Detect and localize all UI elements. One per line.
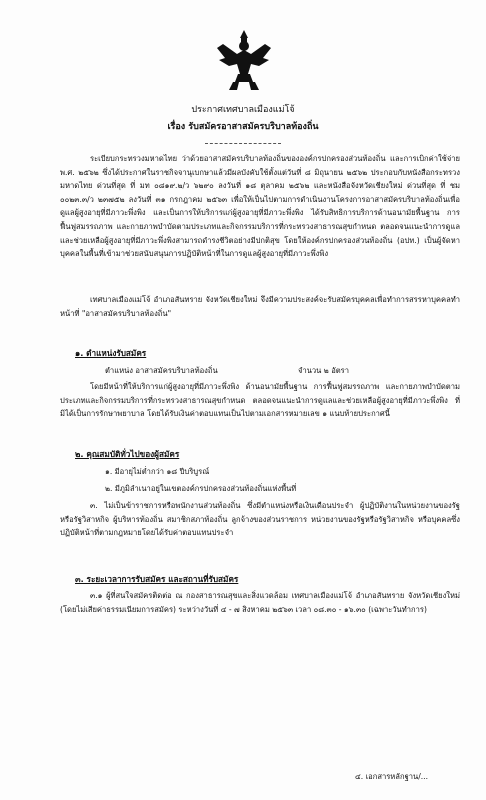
section-3-heading: ๓. ระยะเวลาการรับสมัคร และสถานที่รับสมัคร	[75, 574, 239, 584]
position-label: ตำแหน่ง อาสาสมัครบริบาลท้องถิ่น	[105, 366, 218, 375]
garuda-emblem-icon	[215, 30, 273, 92]
application-period: ๓.๑ ผู้ที่สนใจสมัครติดต่อ ณ กองสาธารณสุขและสิ่งแวดล้อม เทศบาลเมืองแม่โจ้ อำเภอสันทราย จังหวัดเชียงใหม่ (โดยไม่เสียค่าธรรมเนียมการสมัคร) ระหว่างวันที่ ๔ - ๗ สิงหาคม ๒๕๖๓ เวลา ๐๘.๓๐ - ๑๖.๓๐ (เฉพาะวันทำการ)	[60, 591, 460, 614]
continued-marker: ๔. เอกสารหลักฐาน/...	[355, 772, 429, 781]
announcement-title: ประกาศเทศบาลเมืองแม่โจ้	[191, 105, 295, 115]
qualification-item: ๓. ไม่เป็นข้าราชการหรือพนักงานส่วนท้องถิ่น ซึ่งมีตำแหน่งหรือเงินเดือนประจำ ผู้ปฏิบัติงานในหน่วยงานของรัฐ หรือรัฐวิสาหกิจ ผู้บริหารท้องถิ่น สมาชิกสภาท้องถิ่น ลูกจ้างของส่วนราชการ หน่วยงานของรัฐหรือรัฐวิสาหกิจ หรือบุคคลซึ่งปฏิบัติหน้าที่ตามกฎหมายโดยได้รับค่าตอบแทนประจำ	[60, 501, 460, 538]
qualification-item: ๒. มีภูมิลำเนาอยู่ในเขตองค์กรปกครองส่วนท้องถิ่นแห่งพื้นที่	[105, 484, 297, 493]
position-count: จำนวน ๒ อัตรา	[298, 366, 350, 375]
announcement-subject: เรื่อง รับสมัครอาสาสมัครบริบาลท้องถิ่น	[167, 122, 319, 132]
separator-line	[205, 143, 281, 144]
qualification-item: ๑. มีอายุไม่ต่ำกว่า ๑๘ ปีบริบูรณ์	[105, 467, 210, 476]
position-duty: โดยมีหน้าที่ให้บริการแก่ผู้สูงอายุที่มีภาวะพึ่งพิง ด้านอนามัยพื้นฐาน การฟื้นฟูสมรรถภาพ และกายภาพบำบัดตามประเภทและกิจกรรมบริการที่กระทรวงสาธารณสุขกำหนด ตลอดจนแนะนำการดูแลและช่วยเหลือผู้สูงอายุที่มีภาวะพึ่งพิง ที่มิได้เป็นการรักษาพยาบาล โดยได้รับเงินค่าตอบแทนเป็นไปตามเอกสารหมายเลข ๑ แนบท้ายประกาศนี้	[60, 382, 460, 419]
intro-paragraph-2: เทศบาลเมืองแม่โจ้ อำเภอสันทราย จังหวัดเชียงใหม่ จึงมีความประสงค์จะรับสมัครบุคคลเพื่อทำการสรรหาบุคคลทำหน้าที่ "อาสาสมัครบริบาลท้องถิ่น"	[60, 295, 460, 318]
section-2-heading: ๒. คุณสมบัติทั่วไปของผู้สมัคร	[75, 449, 180, 459]
section-1-heading: ๑. ตำแหน่งรับสมัคร	[75, 348, 147, 358]
intro-paragraph: ระเบียบกระทรวงมหาดไทย ว่าด้วยอาสาสมัครบริบาลท้องถิ่นขององค์กรปกครองส่วนท้องถิ่น และการเบิกค่าใช้จ่าย พ.ศ. ๒๕๖๒ ซึ่งได้ประกาศในราชกิจจานุเบกษาแล้วมีผลบังคับใช้ตั้งแต่วันที่ ๘ มิถุนายน ๒๕๖๒ ประกอบกับหนังสือกระทรวงมหาดไทย ด่วนที่สุด ที่ มท ๐๘๑๙.๒/ว ๖๒๙๐ ลงวันที่ ๑๘ ตุลาคม ๒๕๖๒ และหนังสือจังหวัดเชียงใหม่ ด่วนที่สุด ที่ ชม ๐๐๒๓.๓/ว ๒๓๗๕๒ ลงวันที่ ๓๑ กรกฎาคม ๒๕๖๓ เพื่อให้เป็นไปตามการดำเนินงานโครงการอาสาสมัครบริบาลท้องถิ่นเพื่อดูแลผู้สูงอายุที่มีภาวะพึ่งพิง และเป็นการให้บริการแก่ผู้สูงอายุที่มีภาวะพึ่งพิง ได้รับสิทธิการบริการด้านอนามัยพื้นฐาน การฟื้นฟูสมรรถภาพ และกายภาพบำบัดตามประเภทและกิจกรรมบริการที่กระทรวงสาธารณสุขกำหนด ตลอดจนแนะนำการดูแล และช่วยเหลือผู้สูงอายุที่มีภาวะพึ่งพิงสามารถดำรงชีวิตอย่างมีปกติสุข โดยให้องค์กรปกครองส่วนท้องถิ่น (อปท.) เป็นผู้จัดหาบุคคลในพื้นที่เข้ามาช่วยสนับสนุนการปฏิบัติหน้าที่ในการดูแลผู้สูงอายุที่มีภาวะพึ่งพิง	[60, 154, 460, 259]
